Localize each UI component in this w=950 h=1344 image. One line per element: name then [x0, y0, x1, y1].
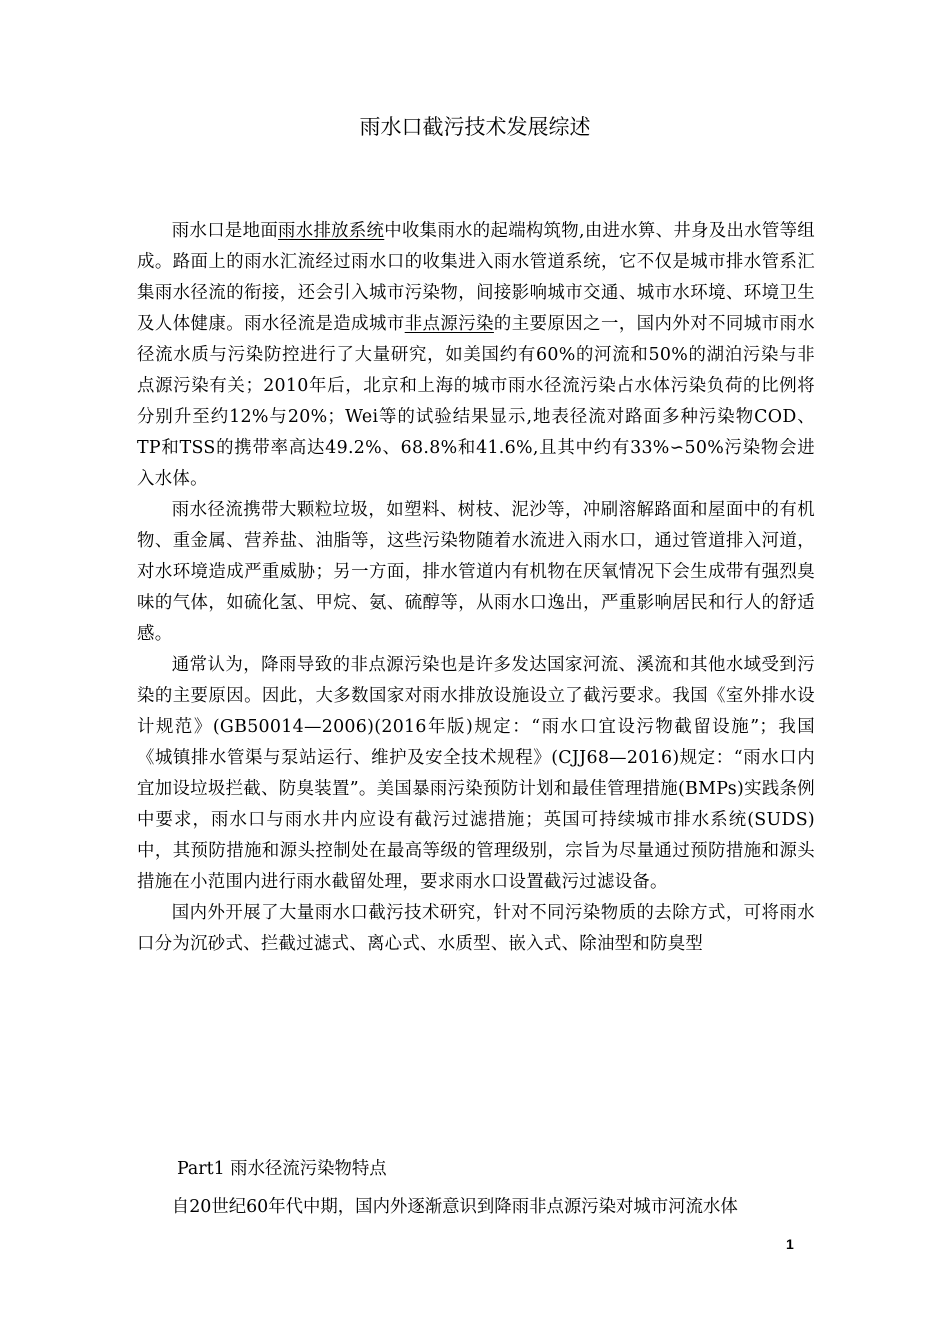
section-heading: Part1 雨水径流污染物特点: [177, 1159, 387, 1179]
paragraph-1-text-b: 中收集雨水的起端构筑物,由进水箅、井身及出水管等组成。路面上的雨水汇流经过雨水口的收集进入雨水管道系统，它不仅是城市排水管系汇集雨水径流的衔接，还会引入城市污染物，间接影响城市交通、城市水环境、环境卫生及人体健康。雨水径流是造成城市: [137, 221, 815, 334]
paragraph-5: 自20世纪60年代中期，国内外逐渐意识到降雨非点源污染对城市河流水体: [171, 1197, 738, 1217]
paragraph-3: 通常认为，降雨导致的非点源污染也是许多发达国家河流、溪流和其他水域受到污染的主要原因。因此，大多数国家对雨水排放设施设立了截污要求。我国《室外排水设计规范》(GB50014—2006)(2016年版)规定：“雨水口宜设污物截留设施”；我国《城镇排水管渠与泵站运行、维护及安全技术规程》(CJJ68—2016)规定：“雨水口内宜加设垃圾拦截、防臭装置”。美国暴雨污染预防计划和最佳管理措施(BMPs)实践条例中要求，雨水口与雨水井内应设有截污过滤措施；英国可持续城市排水系统(SUDS)中，其预防措施和源头控制处在最高等级的管理级别，宗旨为尽量通过预防措施和源头措施在小范围内进行雨水截留处理，要求雨水口设置截污过滤设备。: [137, 655, 815, 892]
link-rainwater-drainage-system[interactable]: 雨水排放系统: [278, 221, 385, 241]
page-number: 1: [786, 1236, 794, 1252]
paragraph-2: 雨水径流携带大颗粒垃圾，如塑料、树枝、泥沙等，冲刷溶解路面和屋面中的有机物、重金属、营养盐、油脂等，这些污染物随着水流进入雨水口，通过管道排入河道，对水环境造成严重威胁；另一方面，排水管道内有机物在厌氧情况下会生成带有强烈臭味的气体，如硫化氢、甲烷、氨、硫醇等，从雨水口逸出，严重影响居民和行人的舒适感。: [137, 500, 815, 644]
paragraph-4: 国内外开展了大量雨水口截污技术研究，针对不同污染物质的去除方式，可将雨水口分为沉砂式、拦截过滤式、离心式、水质型、嵌入式、除油型和防臭型: [137, 903, 815, 954]
link-non-point-source-pollution[interactable]: 非点源污染: [404, 314, 494, 334]
paragraph-1-text-c: 的主要原因之一，国内外对不同城市雨水径流水质与污染防控进行了大量研究，如美国约有60%的河流和50%的湖泊污染与非点源污染有关；2010年后，北京和上海的城市雨水径流污染占水体污染负荷的比例将分别升至约12%与20%；Wei等的试验结果显示,地表径流对路面多种污染物COD、TP和TSS的携带率高达49.2%、68.8%和41.6%,且其中约有33%∽50%污染物会进入水体。: [137, 314, 815, 489]
document-body: [137, 216, 815, 960]
document-title: 雨水口截污技术发展综述: [359, 115, 591, 139]
paragraph-1: [137, 216, 815, 495]
paragraph-1-text-a: 雨水口是地面: [171, 221, 279, 241]
